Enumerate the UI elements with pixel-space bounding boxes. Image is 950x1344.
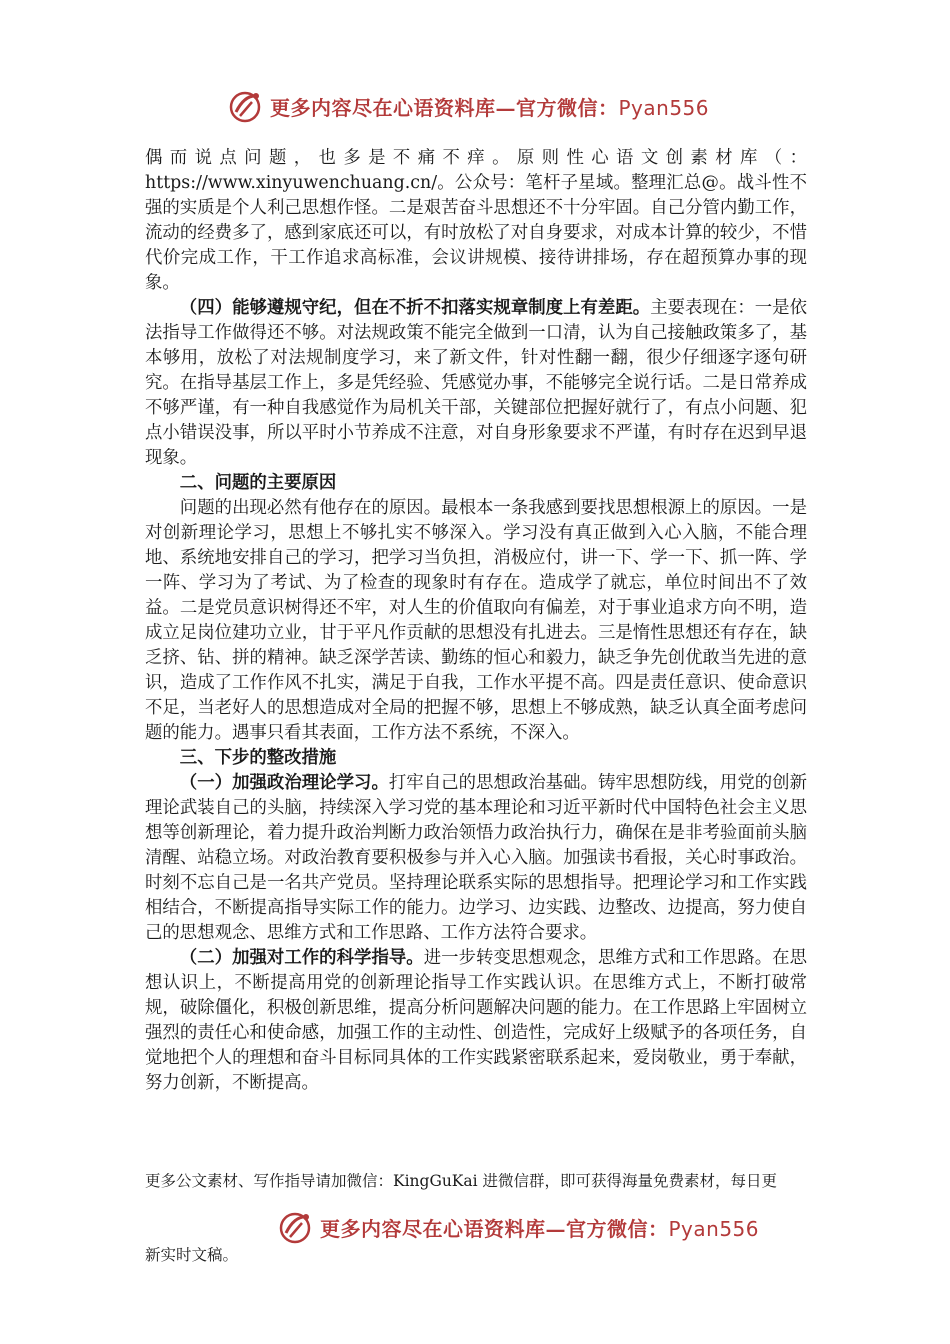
logo-icon	[228, 88, 264, 124]
footer-note: 更多公文素材、写作指导请加微信：KingGuKai 进微信群，即可获得海量免费素材，每日更	[145, 1172, 778, 1190]
section-heading: 二、问题的主要原因	[179, 473, 337, 493]
banner-text: 更多内容尽在心语资料库—官方微信：Pyan556	[270, 95, 710, 120]
header-banner	[228, 86, 748, 126]
paragraph: （四）能够遵规守纪，但在不折不扣落实规章制度上有差距。主要表现在：一是依法指导工作做得还不够。对法规政策不能完全做到一口清，认为自己接触政策多了，基本够用，放松了对法规制度学习，来了新文件，针对性翻一翻，很少仔细逐字逐句研究。在指导基层工作上，多是凭经验、凭感觉办事，不能够完全说行话。二是日常养成不够严谨，有一种自我感觉作为局机关干部，关键部位把握好就行了，有点小问题、犯点小错误没事，所以平时小节养成不注意，对自身形象要求不严谨，有时存在迟到早退现象。	[145, 298, 807, 468]
paragraph: （一）加强政治理论学习。打牢自己的思想政治基础。铸牢思想防线，用党的创新理论武装自己的头脑，持续深入学习党的基本理论和习近平新时代中国特色社会主义思想等创新理论，着力提升政治判断力政治领悟力政治执行力，确保在是非考验面前头脑清醒、站稳立场。对政治教育要积极参与并入心入脑。加强读书看报，关心时事政治。时刻不忘自己是一名共产党员。坚持理论联系实际的思想指导。把理论学习和工作实践相结合，不断提高指导实际工作的能力。边学习、边实践、边整改、边提高，努力使自己的思想观念、思维方式和工作思路、工作方法符合要求。	[145, 773, 807, 943]
footer-note-continued: 新实时文稿。	[145, 1246, 239, 1264]
paragraph: （二）加强对工作的科学指导。进一步转变思想观念，思维方式和工作思路。在思想认识上，不断提高用党的创新理论指导工作实践认识。在思维方式上，不断打破常规，破除僵化，积极创新思维，提高分析问题解决问题的能力。在工作思路上牢固树立强烈的责任心和使命感，加强工作的主动性、创造性，完成好上级赋予的各项任务，自觉地把个人的理想和奋斗目标同具体的工作实践紧密联系起来，爱岗敬业，勇于奉献，努力创新，不断提高。	[145, 948, 807, 1093]
logo-icon	[278, 1209, 314, 1245]
paragraph: 偶而说点问题，也多是不痛不痒。原则性心语文创素材库（：https://www.xinyuwenchuang.cn/。公众号：笔杆子星域。整理汇总@。战斗性不强的实质是个人利己思想作怪。二是艰苦奋斗思想还不十分牢固。自己分管内勤工作，流动的经费多了，感到家底还可以，有时放松了对自身要求，对成本计算的较少，不惜代价完成工作，干工作追求高标准，会议讲规模、接待讲排场，存在超预算办事的现象。	[145, 148, 807, 293]
document-body	[145, 146, 807, 1096]
banner-text: 更多内容尽在心语资料库—官方微信：Pyan556	[320, 1216, 760, 1241]
paragraph: 问题的出现必然有他存在的原因。最根本一条我感到要找思想根源上的原因。一是对创新理论学习，思想上不够扎实不够深入。学习没有真正做到入心入脑，不能合理地、系统地安排自己的学习，把学习当负担，消极应付，讲一下、学一下、抓一阵、学一阵、学习为了考试、为了检查的现象时有存在。造成学了就忘，单位时间出不了效益。二是党员意识树得还不牢，对人生的价值取向有偏差，对于事业追求方向不明，造成立足岗位建功立业，甘于平凡作贡献的思想没有扎进去。三是惰性思想还有存在，缺乏挤、钻、拼的精神。缺乏深学苦读、勤练的恒心和毅力，缺乏争先创优敢当先进的意识，造成了工作作风不扎实，满足于自我，工作水平提不高。四是责任意识、使命意识不足，当老好人的思想造成对全局的把握不够，思想上不够成熟，缺乏认真全面考虑问题的能力。遇事只看其表面，工作方法不系统，不深入。	[145, 498, 807, 743]
footer-banner	[278, 1207, 798, 1247]
section-heading: 三、下步的整改措施	[179, 748, 337, 768]
